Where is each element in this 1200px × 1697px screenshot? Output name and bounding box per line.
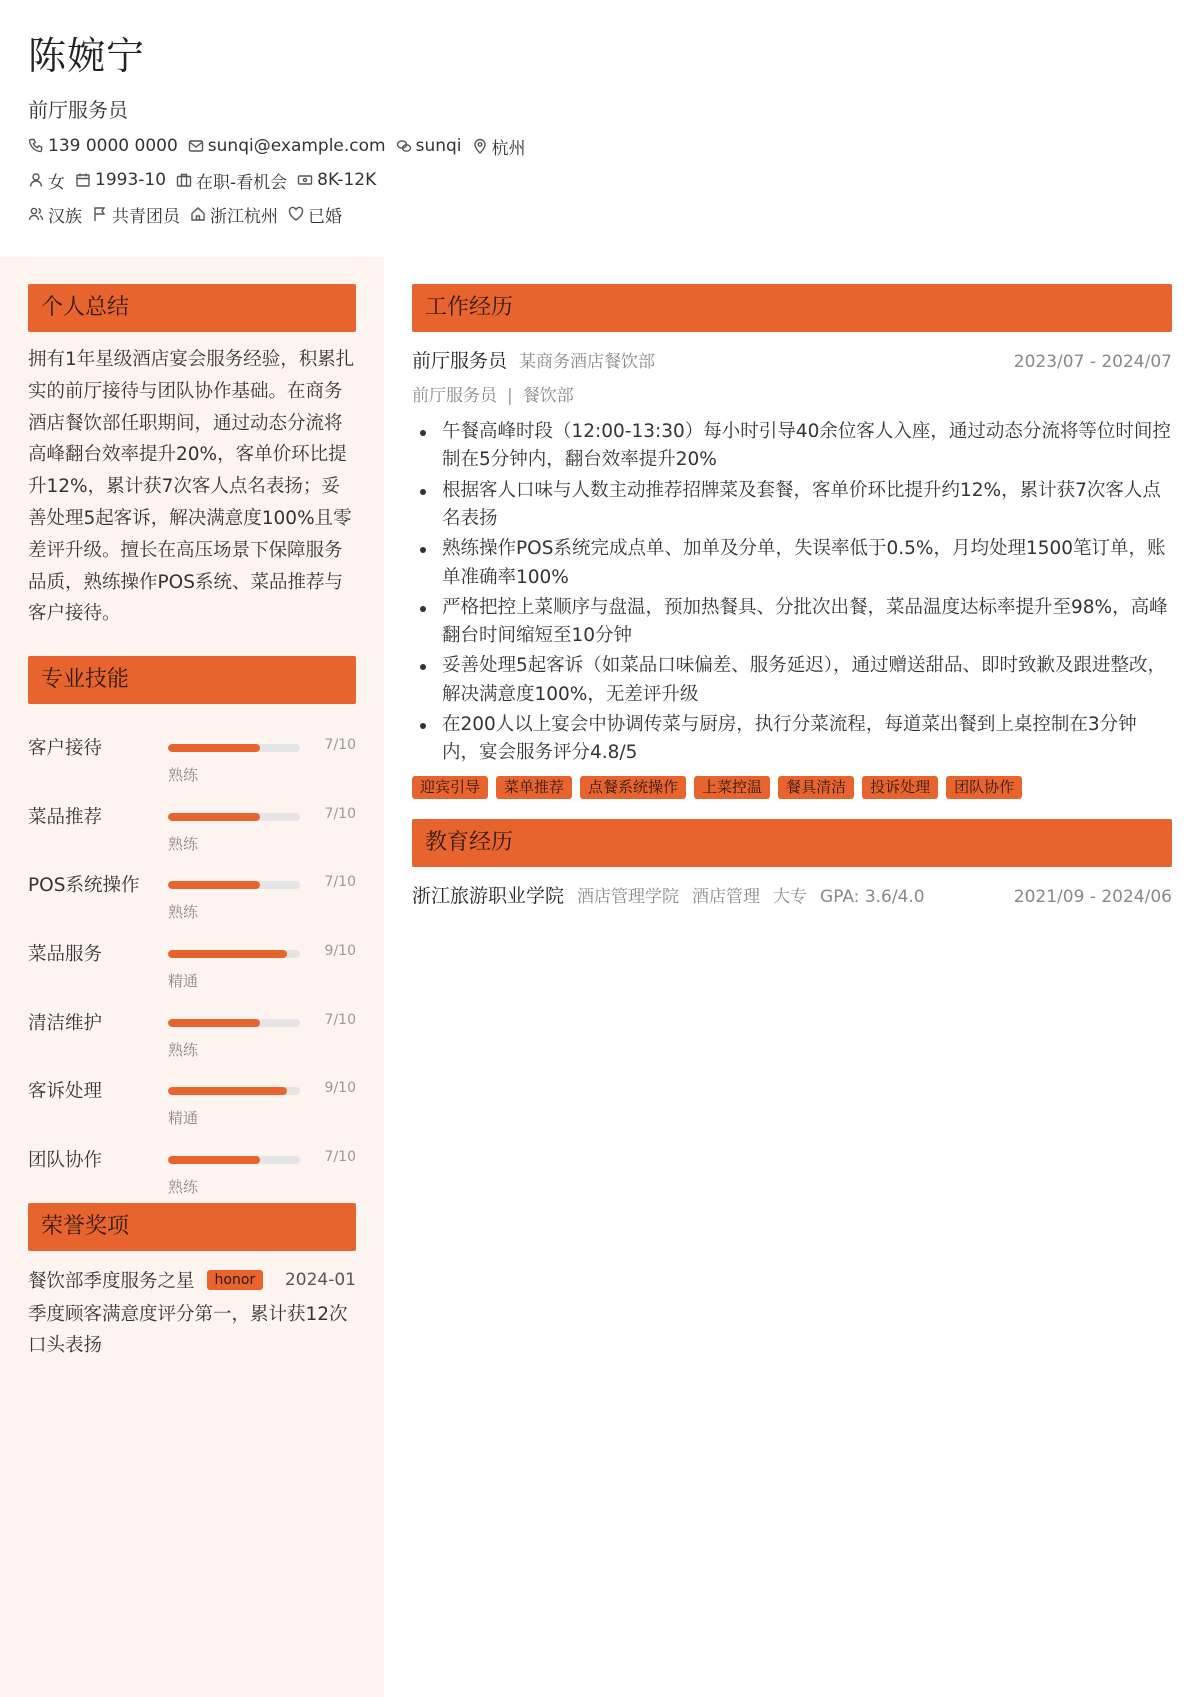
summary-text: 拥有1年星级酒店宴会服务经验，积累扎实的前厅接待与团队协作基础。在商务酒店餐饮部任职期间，通过动态分流将高峰翻台效率提升20%，客单价环比提升12%，累计获7次客人点名表扬；妥善处理5起客诉，解决满意度100%且零差评升级。擅长在高压场景下保障服务品质，熟练操作POS系统、菜品推荐与客户接待。 — [28, 349, 355, 625]
education-heading: 教育经历 — [412, 819, 1172, 867]
skill-row — [28, 704, 356, 785]
skill-progress-fill — [168, 881, 260, 889]
education-section — [412, 819, 1172, 908]
status-text: 在职-看机会 — [196, 172, 288, 193]
skill-name: 菜品服务 — [28, 943, 103, 965]
skill-progress-fill — [168, 744, 260, 752]
wechat-item — [396, 136, 462, 156]
skills-list — [28, 704, 356, 1196]
money-icon — [297, 172, 313, 188]
location-item — [472, 134, 526, 159]
skill-progress-bar — [168, 950, 300, 958]
edu-college: 酒店管理学院 — [577, 886, 680, 907]
job-department: 餐饮部 — [522, 386, 574, 406]
marital-text: 已婚 — [308, 206, 342, 227]
briefcase-icon — [176, 172, 192, 188]
skill-level: 精通 — [168, 971, 199, 990]
skill-progress-bar — [168, 1156, 300, 1164]
skill-tag: 点餐系统操作 — [580, 776, 686, 799]
job-date: 2023/07 - 2024/07 — [1013, 352, 1172, 372]
skill-progress-fill — [168, 950, 287, 958]
skill-tag: 上菜控温 — [694, 776, 770, 799]
skill-tag: 迎宾引导 — [412, 776, 488, 799]
salary-item — [297, 170, 376, 190]
job-sub-role: 前厅服务员 — [412, 386, 497, 406]
honor-description: 季度顾客满意度评分第一，累计获12次口头表扬 — [28, 1304, 348, 1357]
heart-icon — [288, 206, 304, 222]
skill-tag: 团队协作 — [946, 776, 1022, 799]
marital-item — [288, 202, 342, 227]
birth-text: 1993-10 — [95, 170, 167, 190]
job-bullet: 在200人以上宴会中协调传菜与厨房，执行分菜流程，每道菜出餐到上桌控制在3分钟内，宴会服务评分4.8/5 — [412, 711, 1172, 768]
skill-progress-bar — [168, 744, 300, 752]
job-sub-separator: | — [507, 386, 513, 406]
skill-name: 菜品推荐 — [28, 806, 103, 828]
education-row — [412, 881, 1172, 908]
edu-gpa: GPA: 3.6/4.0 — [820, 886, 925, 907]
background-line — [28, 202, 1168, 226]
skill-progress-fill — [168, 813, 260, 821]
political-text: 共青团员 — [112, 206, 180, 227]
personal-line — [28, 168, 1168, 192]
candidate-name: 陈婉宁 — [28, 34, 146, 78]
job-subtitle — [412, 381, 1172, 406]
phone-icon — [28, 138, 44, 154]
honor-badge: honor — [207, 1270, 264, 1290]
job-header — [412, 346, 1172, 373]
skill-progress-fill — [168, 1019, 260, 1027]
skill-level: 熟练 — [168, 766, 199, 785]
skill-level: 精通 — [168, 1109, 199, 1128]
target-position: 前厅服务员 — [28, 98, 128, 122]
resume-header — [28, 30, 1168, 226]
skill-row — [28, 910, 356, 990]
skill-row — [28, 773, 356, 853]
job-company: 某商务酒店餐饮部 — [519, 352, 656, 372]
skill-name: 客户接待 — [28, 738, 103, 760]
skill-score: 7/10 — [324, 1148, 356, 1165]
skill-row — [28, 1047, 356, 1128]
user-icon — [28, 172, 44, 188]
job-tags — [412, 776, 1172, 799]
skills-heading: 专业技能 — [28, 656, 356, 704]
skill-tag: 菜单推荐 — [496, 776, 572, 799]
skill-score: 9/10 — [324, 1080, 356, 1097]
summary-heading: 个人总结 — [28, 284, 356, 332]
wechat-icon — [396, 138, 412, 154]
skill-row — [28, 1116, 356, 1196]
salary-text: 8K-12K — [317, 170, 377, 190]
home-icon — [190, 206, 206, 222]
honor-date: 2024-01 — [284, 1270, 356, 1291]
skill-tag: 餐具清洁 — [778, 776, 854, 799]
job-bullet: 根据客人口味与人数主动推荐招牌菜及套餐，客单价环比提升约12%，累计获7次客人点名表扬 — [412, 477, 1172, 534]
edu-major: 酒店管理 — [692, 886, 761, 907]
gender-item — [28, 168, 65, 193]
skill-name: POS系统操作 — [28, 875, 140, 897]
job-bullet: 妥善处理5起客诉（如菜品口味偏差、服务延迟），通过赠送甜品、即时致歉及跟进整改，解决满意度100%，无差评升级 — [412, 652, 1172, 709]
skill-name: 清洁维护 — [28, 1012, 103, 1034]
left-column — [28, 284, 356, 1361]
email-text: sunqi@example.com — [207, 136, 386, 156]
contact-line — [28, 134, 1168, 158]
skill-level: 熟练 — [168, 1177, 199, 1196]
work-heading: 工作经历 — [412, 284, 1172, 332]
skill-name: 客诉处理 — [28, 1081, 103, 1103]
honor-name: 餐饮部季度服务之星 — [28, 1271, 195, 1293]
skill-level: 熟练 — [168, 1040, 199, 1059]
phone-item — [28, 136, 178, 156]
job-bullets — [412, 418, 1172, 768]
skill-score: 7/10 — [324, 1011, 356, 1028]
location-text: 杭州 — [491, 138, 526, 159]
job-role: 前厅服务员 — [412, 350, 508, 372]
skill-name: 团队协作 — [28, 1149, 103, 1171]
honor-item — [28, 1267, 356, 1293]
skill-level: 熟练 — [168, 834, 199, 853]
job-bullet: 严格把控上菜顺序与盘温，预加热餐具、分批次出餐，菜品温度达标率提升至98%，高峰翻台时间缩短至10分钟 — [412, 594, 1172, 651]
political-item — [92, 202, 180, 227]
skill-score: 7/10 — [324, 737, 356, 754]
skill-score: 7/10 — [324, 874, 356, 891]
flag-icon — [92, 206, 108, 222]
edu-school: 浙江旅游职业学院 — [412, 884, 565, 907]
email-item — [188, 136, 386, 156]
skill-level: 熟练 — [168, 903, 199, 922]
job-bullet: 午餐高峰时段（12:00-13:30）每小时引导40余位客人入座，通过动态分流将等位时间控制在5分钟内，翻台效率提升20% — [412, 418, 1172, 475]
map-pin-icon — [472, 138, 488, 154]
skill-score: 7/10 — [324, 805, 356, 822]
skill-tag: 投诉处理 — [862, 776, 938, 799]
honors-heading: 荣誉奖项 — [28, 1203, 356, 1251]
ethnicity-text: 汉族 — [48, 206, 82, 227]
birth-item — [75, 170, 166, 190]
gender-text: 女 — [48, 172, 65, 193]
phone-text: 139 0000 0000 — [48, 136, 178, 156]
users-icon — [28, 206, 44, 222]
wechat-text: sunqi — [415, 136, 462, 156]
skill-progress-bar — [168, 1019, 300, 1027]
skill-row — [28, 979, 356, 1059]
ethnicity-item — [28, 202, 82, 227]
skill-progress-fill — [168, 1087, 287, 1095]
skill-score: 9/10 — [324, 942, 356, 959]
job-bullet: 熟练操作POS系统完成点单、加单及分单，失误率低于0.5%，月均处理1500笔订单，账单准确率100% — [412, 535, 1172, 592]
skill-progress-bar — [168, 881, 300, 889]
right-column — [412, 284, 1172, 908]
calendar-icon — [75, 172, 91, 188]
hometown-item — [190, 202, 278, 227]
mail-icon — [188, 138, 204, 154]
skill-progress-bar — [168, 1087, 300, 1095]
hometown-text: 浙江杭州 — [210, 206, 278, 227]
skill-row — [28, 841, 356, 922]
status-item — [176, 168, 287, 193]
skill-progress-fill — [168, 1156, 260, 1164]
edu-degree: 大专 — [773, 886, 808, 907]
skill-progress-bar — [168, 813, 300, 821]
edu-date: 2021/09 - 2024/06 — [1013, 886, 1172, 907]
